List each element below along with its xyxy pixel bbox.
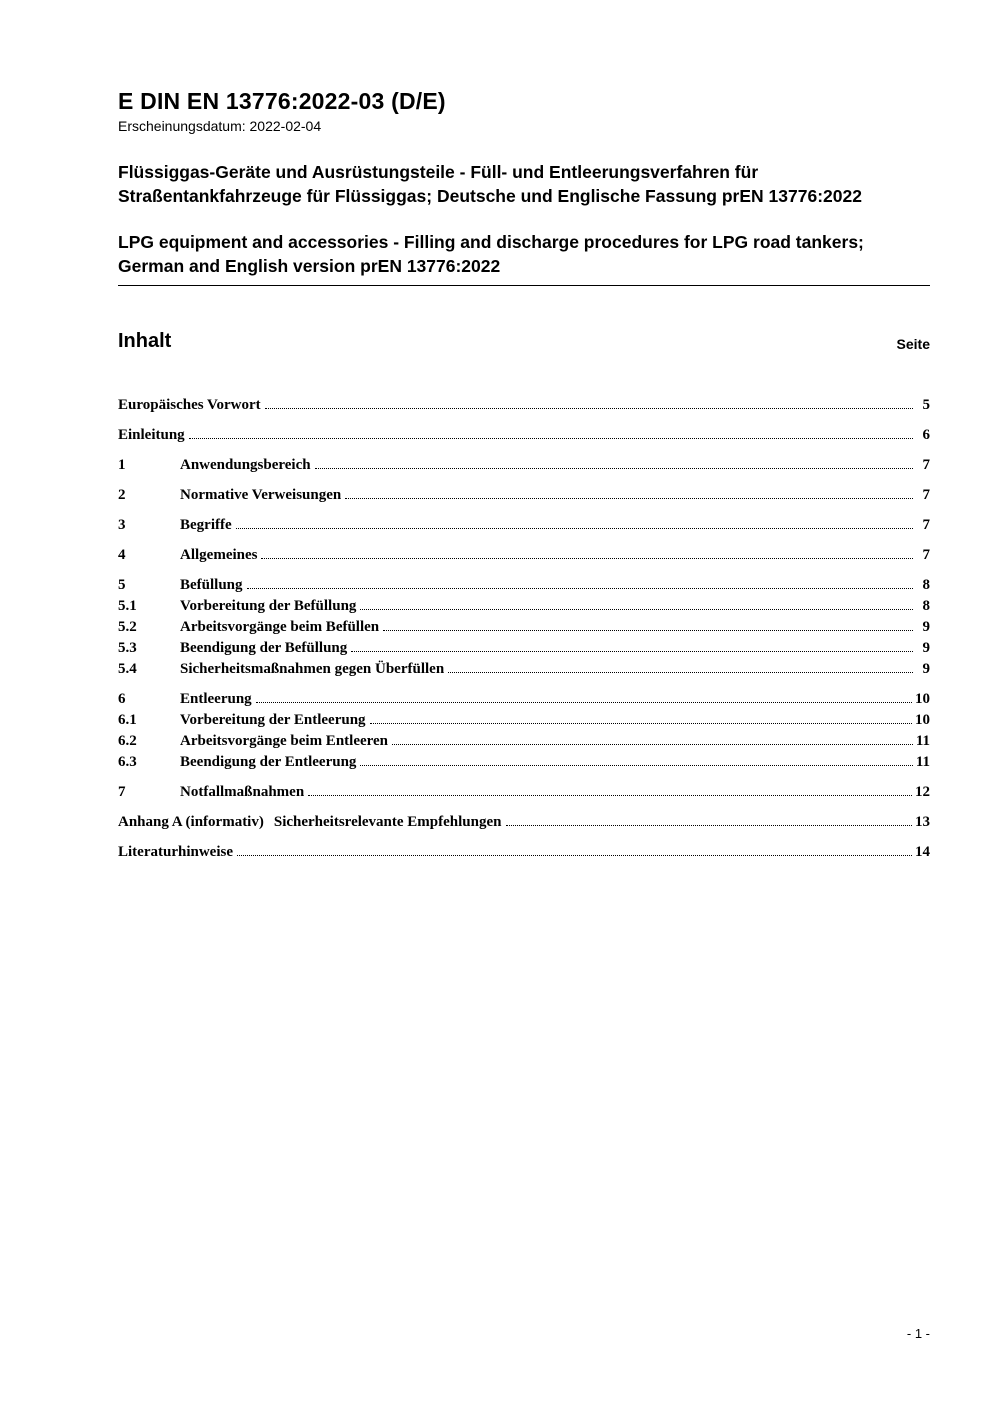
publication-date: Erscheinungsdatum: 2022-02-04 xyxy=(118,118,322,134)
toc-entry-label: Vorbereitung der Entleerung xyxy=(180,712,366,728)
toc-entry-label: Vorbereitung der Befüllung xyxy=(180,598,357,614)
toc-entry-label: Anwendungsbereich xyxy=(180,457,311,473)
toc-entry-label: Notfallmaßnahmen xyxy=(180,784,305,800)
toc-dot-leader xyxy=(256,702,912,703)
toc-entry-number: 2 xyxy=(118,487,126,503)
toc-dot-leader xyxy=(236,528,913,529)
toc-entry-page: 9 xyxy=(922,640,930,656)
toc-entry[interactable] xyxy=(118,485,930,506)
toc-dot-leader xyxy=(351,651,913,652)
toc-entry-number: 1 xyxy=(118,457,126,473)
toc-entry-label: Entleerung xyxy=(180,691,252,707)
toc-entry-number: 4 xyxy=(118,547,126,563)
page-number: - 1 - xyxy=(906,1326,930,1341)
toc-entry[interactable] xyxy=(118,782,930,803)
toc-page-label: Seite xyxy=(896,336,930,352)
title-english: LPG equipment and accessories - Filling and discharge procedures for LPG road tankers; German and English version prEN 13776:2022 xyxy=(118,232,864,276)
toc-entry-number: 6.3 xyxy=(118,754,137,770)
toc-entry-label: Europäisches Vorwort xyxy=(118,397,261,413)
toc-entry-number: 5.3 xyxy=(118,640,137,656)
toc-entry-number: 7 xyxy=(118,784,126,800)
toc-dot-leader xyxy=(247,588,913,589)
toc-entry-number: 5.1 xyxy=(118,598,137,614)
toc-dot-leader xyxy=(383,630,913,631)
toc-dot-leader xyxy=(315,468,913,469)
toc-dot-leader xyxy=(265,408,913,409)
toc-entry[interactable] xyxy=(118,515,930,536)
toc-entry-page: 9 xyxy=(922,661,930,677)
toc-entry-page: 8 xyxy=(922,598,930,614)
title-german: Flüssiggas-Geräte und Ausrüstungsteile - Füll- und Entleerungsverfahren für Straßentankfahrzeuge für Flüssiggas; Deutsche und Englische Fassung prEN 13776:2022 xyxy=(118,162,862,206)
toc-dot-leader xyxy=(392,744,913,745)
toc-entry[interactable] xyxy=(118,659,930,680)
toc-entry[interactable] xyxy=(118,545,930,566)
toc-entry-label: Befüllung xyxy=(180,577,243,593)
toc-entry-label: Arbeitsvorgänge beim Befüllen xyxy=(180,619,380,635)
toc-entry-number: 5.2 xyxy=(118,619,137,635)
toc-entry-page: 10 xyxy=(915,691,930,707)
toc-entry-label: Sicherheitsrelevante Empfehlungen xyxy=(273,814,502,830)
toc-entry[interactable] xyxy=(118,617,930,638)
toc-entry-page: 11 xyxy=(915,733,930,749)
toc-dot-leader xyxy=(506,825,913,826)
toc-dot-leader xyxy=(370,723,912,724)
toc-entry-label: Literaturhinweise xyxy=(118,844,233,860)
toc-entry-label: Beendigung der Befüllung xyxy=(180,640,348,656)
toc-dot-leader xyxy=(237,855,912,856)
toc-entry[interactable] xyxy=(118,638,930,659)
toc-entry-label: Normative Verweisungen xyxy=(180,487,342,503)
toc-dot-leader xyxy=(360,609,913,610)
toc-entry-number: 6 xyxy=(118,691,126,707)
toc-entry-label: Beendigung der Entleerung xyxy=(180,754,357,770)
toc-entry-page: 8 xyxy=(922,577,930,593)
toc-entry-page: 14 xyxy=(915,844,930,860)
toc-entry[interactable] xyxy=(118,710,930,731)
toc-entry-number: Anhang A (informativ) xyxy=(118,814,264,830)
divider-rule xyxy=(118,285,930,286)
toc-dot-leader xyxy=(360,765,912,766)
toc-entry-number: 6.1 xyxy=(118,712,137,728)
toc-entry[interactable] xyxy=(118,842,930,863)
toc-entry[interactable] xyxy=(118,812,930,833)
toc-entry-page: 7 xyxy=(922,517,930,533)
page-content xyxy=(118,0,930,863)
toc-entry-page: 7 xyxy=(922,547,930,563)
toc-entry-page: 7 xyxy=(922,487,930,503)
toc-dot-leader xyxy=(345,498,913,499)
toc-entry-page: 12 xyxy=(915,784,930,800)
toc-header xyxy=(118,330,930,353)
toc-entry-label: Arbeitsvorgänge beim Entleeren xyxy=(180,733,389,749)
toc-dot-leader xyxy=(308,795,912,796)
toc-dot-leader xyxy=(448,672,913,673)
toc-entry[interactable] xyxy=(118,575,930,596)
toc-entry[interactable] xyxy=(118,425,930,446)
toc-entry-label: Sicherheitsmaßnahmen gegen Überfüllen xyxy=(180,661,445,677)
toc-entry-page: 13 xyxy=(915,814,930,830)
toc-entry[interactable] xyxy=(118,455,930,476)
toc-entry-page: 7 xyxy=(922,457,930,473)
toc-dot-leader xyxy=(189,438,913,439)
toc-heading: Inhalt xyxy=(118,330,172,352)
toc-entry-number: 5.4 xyxy=(118,661,137,677)
toc-entry-number: 5 xyxy=(118,577,126,593)
toc-entry[interactable] xyxy=(118,731,930,752)
toc-entry-page: 9 xyxy=(922,619,930,635)
toc-entry[interactable] xyxy=(118,596,930,617)
toc-entry-page: 6 xyxy=(922,427,930,443)
table-of-contents xyxy=(118,395,930,863)
toc-entry[interactable] xyxy=(118,395,930,416)
toc-entry-page: 5 xyxy=(922,397,930,413)
toc-entry[interactable] xyxy=(118,689,930,710)
doc-number: E DIN EN 13776:2022-03 (D/E) xyxy=(118,88,446,114)
toc-entry-page: 11 xyxy=(915,754,930,770)
toc-entry-page: 10 xyxy=(915,712,930,728)
toc-entry-number: 3 xyxy=(118,517,126,533)
toc-entry-number: 6.2 xyxy=(118,733,137,749)
toc-entry-label: Begriffe xyxy=(180,517,232,533)
toc-entry-label: Allgemeines xyxy=(180,547,258,563)
toc-entry-label: Einleitung xyxy=(118,427,185,443)
toc-dot-leader xyxy=(261,558,913,559)
toc-entry[interactable] xyxy=(118,752,930,773)
